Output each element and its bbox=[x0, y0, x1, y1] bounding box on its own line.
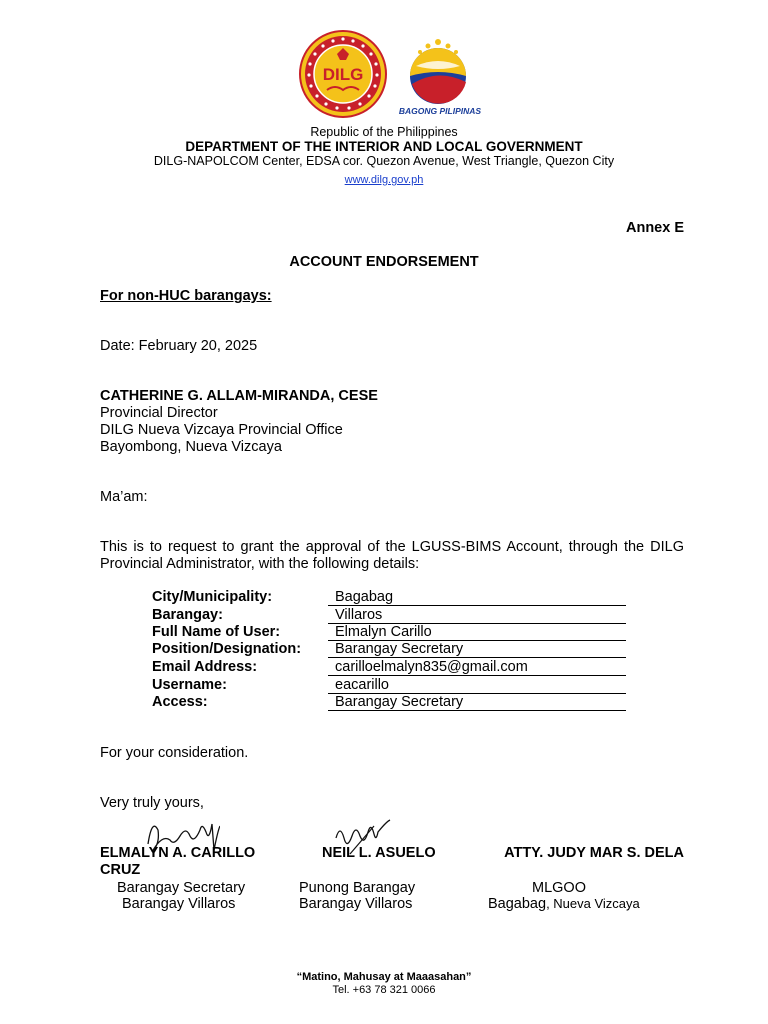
footer-motto: “Matino, Mahusay at Maaasahan” bbox=[296, 971, 472, 983]
detail-value-access: Barangay Secretary bbox=[335, 694, 464, 710]
consideration-line: For your consideration. bbox=[100, 745, 249, 761]
subheading: For non-HUC barangays: bbox=[100, 288, 272, 304]
signatory-role-dela-cruz: MLGOO bbox=[532, 880, 586, 896]
detail-label-username: Username: bbox=[152, 677, 227, 693]
detail-value-city: Bagabag bbox=[335, 589, 394, 605]
department-address: DILG-NAPOLCOM Center, EDSA cor. Quezon Avenue, West Triangle, Quezon City bbox=[153, 154, 615, 168]
office-municipality: Bagabag bbox=[488, 896, 547, 912]
detail-underline bbox=[328, 675, 626, 676]
intro-paragraph: This is to request to grant the approval of the LGUSS-BIMS Account, through the DILG Provincial Administrator, with the following details: bbox=[100, 539, 684, 572]
detail-label-access: Access: bbox=[152, 694, 208, 710]
detail-underline bbox=[328, 657, 626, 658]
detail-value-barangay: Villaros bbox=[335, 607, 383, 623]
detail-value-fullname: Elmalyn Carillo bbox=[335, 624, 432, 640]
addressee-location: Bayombong, Nueva Vizcaya bbox=[100, 439, 282, 455]
website-link[interactable]: www.dilg.gov.ph bbox=[344, 174, 424, 186]
signatory-name-asuelo: NEIL L. ASUELO bbox=[322, 845, 436, 861]
svg-text:DILG: DILG bbox=[322, 65, 364, 84]
footer-telephone: Tel. +63 78 321 0066 bbox=[332, 984, 436, 996]
detail-underline bbox=[328, 605, 626, 606]
signatory-office-dela-cruz bbox=[488, 896, 640, 912]
signatory-role-carillo: Barangay Secretary bbox=[117, 880, 246, 896]
bagong-pilipinas-logo bbox=[398, 36, 488, 118]
detail-underline bbox=[328, 710, 626, 711]
signatory-office-asuelo: Barangay Villaros bbox=[299, 896, 413, 912]
addressee-position: Provincial Director bbox=[100, 405, 218, 421]
closing-line: Very truly yours, bbox=[100, 795, 204, 811]
signatory-name-dela-cruz: ATTY. JUDY MAR S. DELA bbox=[504, 845, 684, 861]
annex-label: Annex E bbox=[625, 220, 684, 236]
detail-label-position: Position/Designation: bbox=[152, 641, 302, 657]
signatory-name-dela-cruz-cont: CRUZ bbox=[100, 862, 141, 878]
letter-date: Date: February 20, 2025 bbox=[100, 338, 258, 354]
salutation: Ma’am: bbox=[100, 489, 148, 505]
document-title: ACCOUNT ENDORSEMENT bbox=[289, 254, 479, 270]
department-name: DEPARTMENT OF THE INTERIOR AND LOCAL GOVERNMENT bbox=[185, 139, 583, 154]
detail-label-email: Email Address: bbox=[152, 659, 258, 675]
signatory-office-carillo: Barangay Villaros bbox=[122, 896, 236, 912]
signatory-role-asuelo: Punong Barangay bbox=[299, 880, 416, 896]
detail-value-email: carilloelmalyn835@gmail.com bbox=[335, 659, 528, 675]
office-province: , Nueva Vizcaya bbox=[546, 896, 640, 911]
svg-text:BAGONG PILIPINAS: BAGONG PILIPINAS bbox=[398, 106, 482, 116]
signatory-name-carillo: ELMALYN A. CARILLO bbox=[100, 845, 256, 861]
addressee-office: DILG Nueva Vizcaya Provincial Office bbox=[100, 422, 343, 438]
detail-label-fullname: Full Name of User: bbox=[152, 624, 281, 640]
detail-value-position: Barangay Secretary bbox=[335, 641, 464, 657]
detail-label-city: City/Municipality: bbox=[152, 589, 273, 605]
detail-value-username: eacarillo bbox=[335, 677, 389, 693]
detail-label-barangay: Barangay: bbox=[152, 607, 223, 623]
addressee-name: CATHERINE G. ALLAM-MIRANDA, CESE bbox=[100, 388, 378, 404]
republic-line: Republic of the Philippines bbox=[310, 125, 458, 139]
dilg-seal-logo bbox=[297, 30, 389, 118]
